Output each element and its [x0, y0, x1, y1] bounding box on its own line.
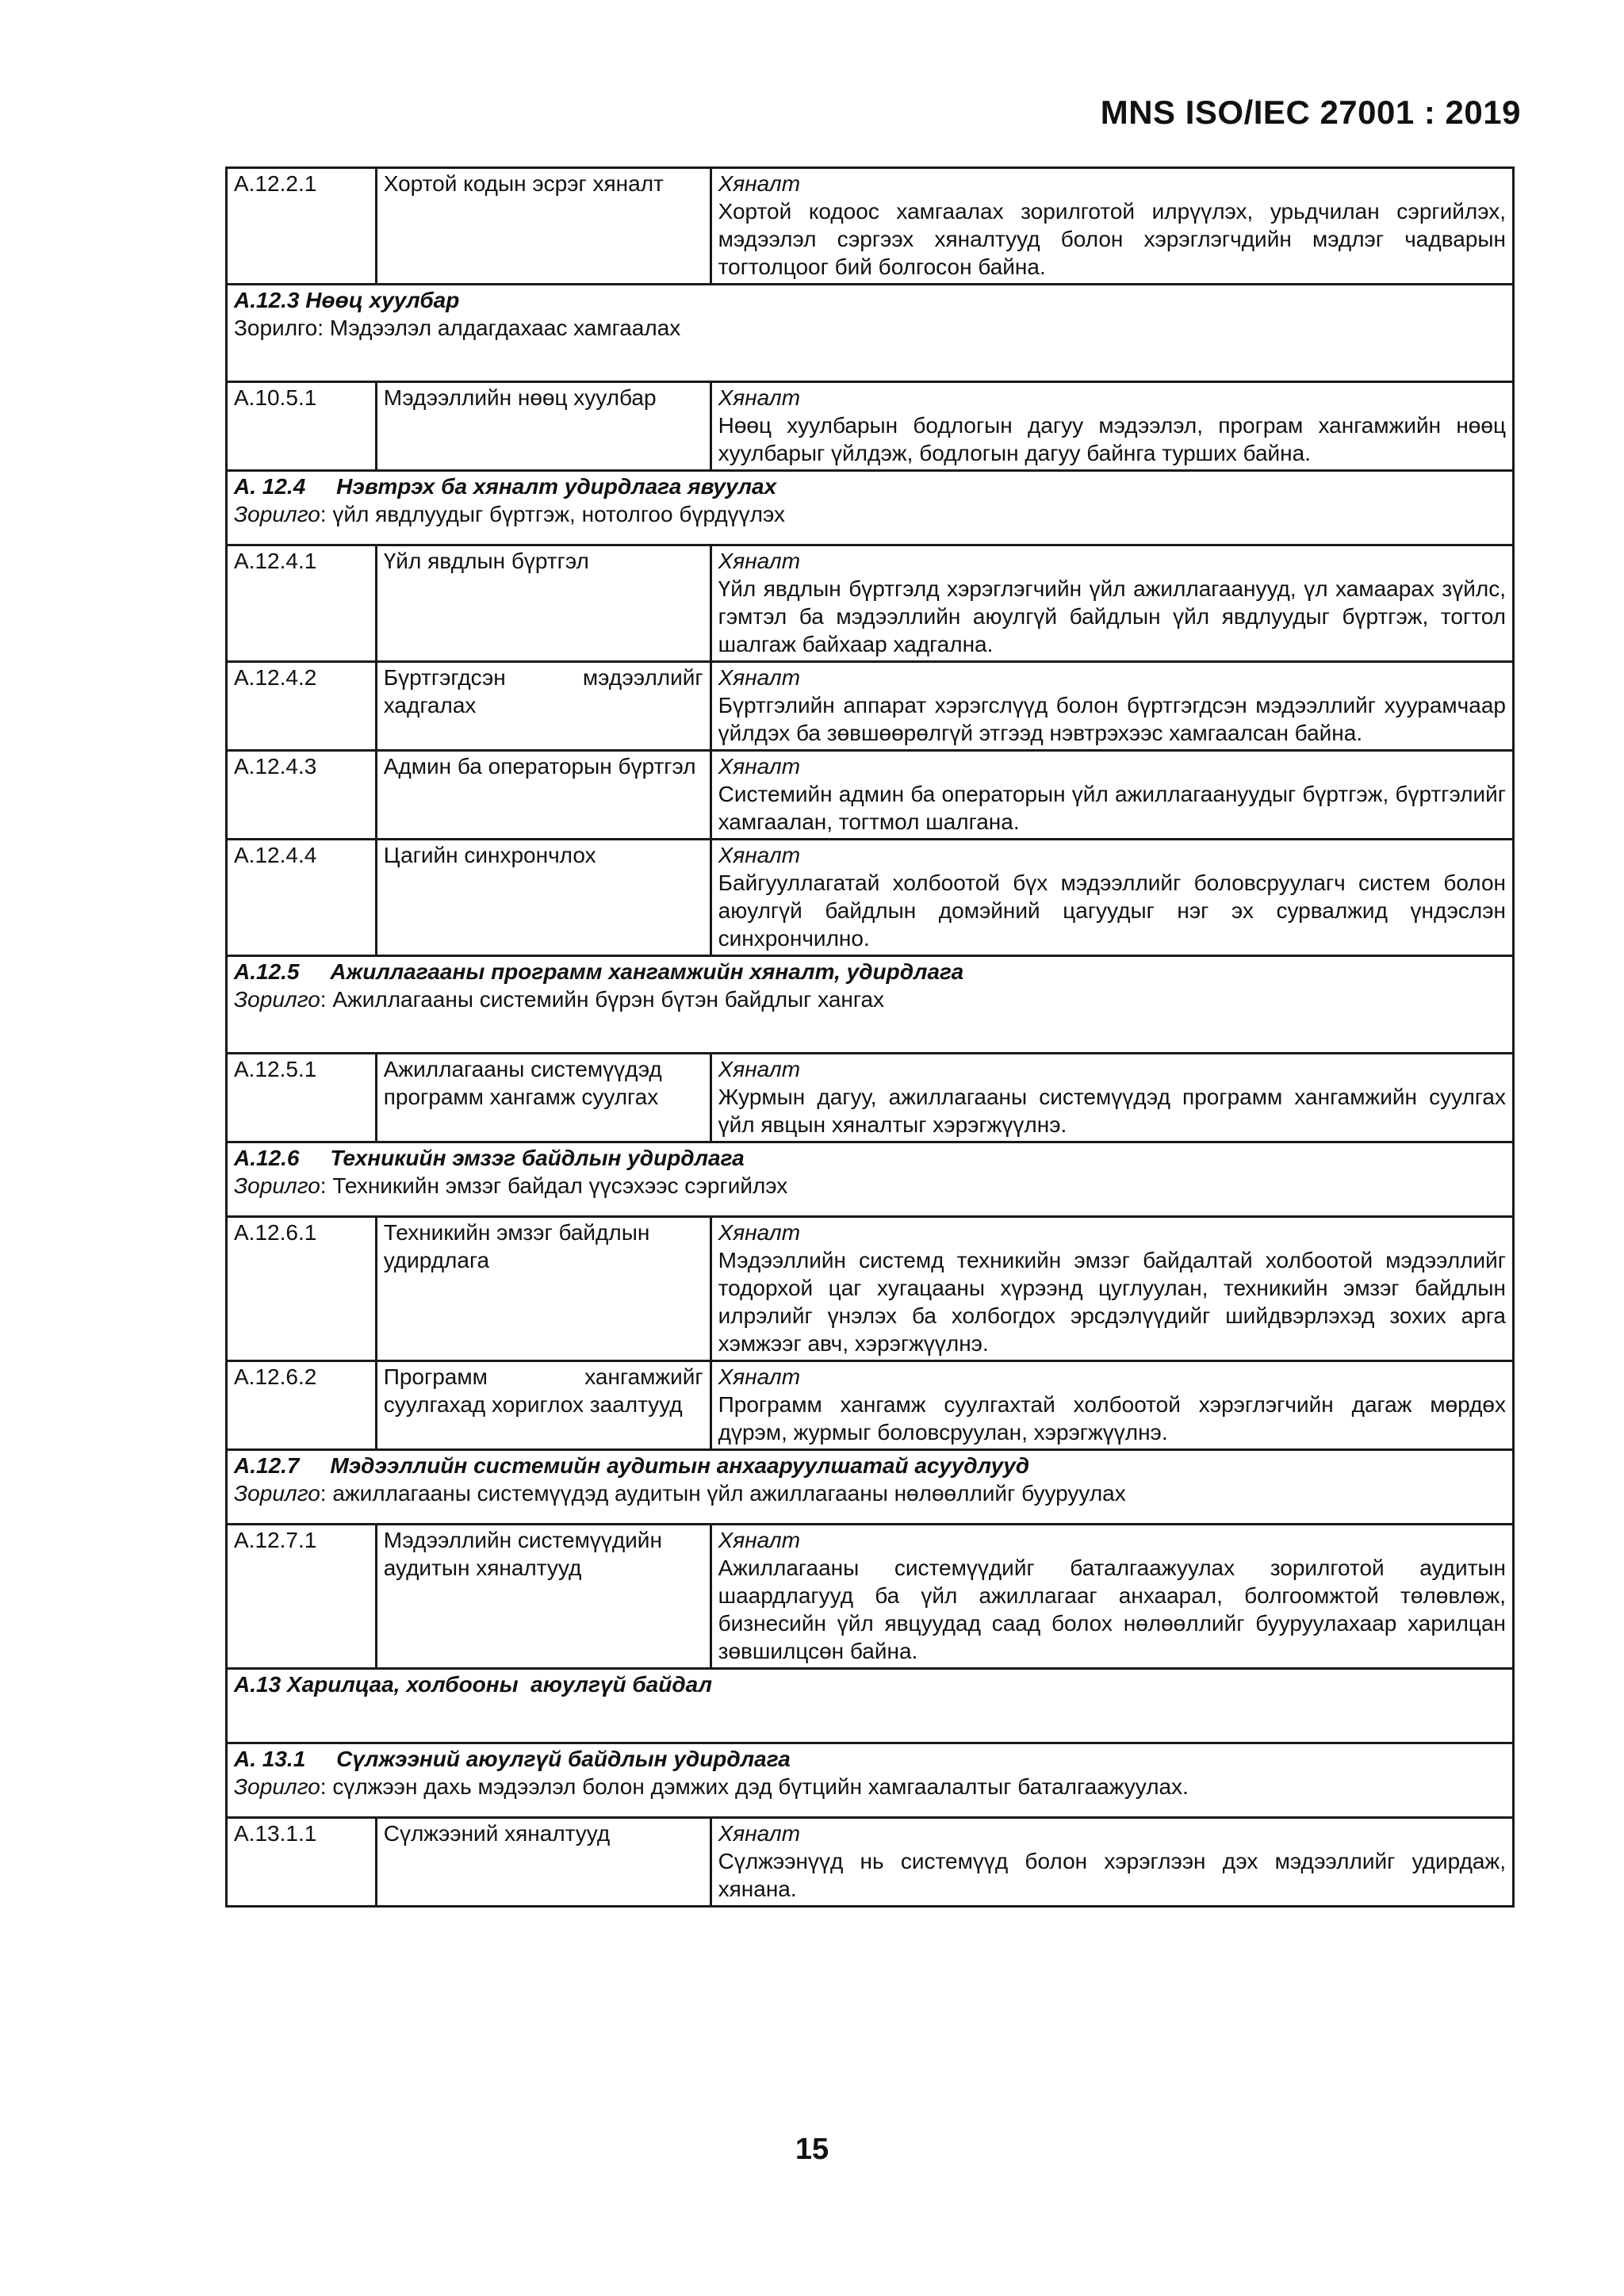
control-id: A.12.2.1 [227, 168, 377, 285]
control-text: Ажиллагааны системүүдийг баталгаажуулах зорилготой аудитын шаардлагууд ба үйл ажиллагааг анхаарал, болгоомжтой төлөвлөж, бизнесийн үйл явцуудад саад болох нөлөөллийг бууруулахаар харилцан зөвшилцсөн байна. [718, 1556, 1506, 1663]
control-row-a-12-5-1 [227, 1054, 1514, 1142]
control-id: A.12.4.3 [227, 751, 377, 840]
control-label: Хяналт [718, 1821, 801, 1846]
control-description [710, 382, 1513, 471]
objective-text: : сүлжээн дахь мэдээлэл болон дэмжих дэд бүтцийн хамгаалалтыг баталгаажуулах. [320, 1774, 1189, 1799]
control-id: A.12.6.1 [227, 1217, 377, 1361]
section-heading: A.12.6 Техникийн эмзэг байдлын удирдлага [234, 1146, 745, 1170]
control-row-a-12-6-1 [227, 1217, 1514, 1361]
control-text: Мэдээллийн системд техникийн эмзэг байдалтай холбоотой мэдээллийг тодорхой цаг хугацааны хүрээнд цуглуулан, техникийн эмзэг байдлын илрэлийг үнэлэх ба холбогдох эрсдэлүүдийг шийдвэрлэхэд зохих арга хэмжээг авч, хэрэгжүүлнэ. [718, 1248, 1506, 1356]
section-row-a-12-4 [227, 471, 1514, 545]
control-row-a-10-5-1 [227, 382, 1514, 471]
control-title: Хортой кодын эсрэг хяналт [376, 168, 710, 285]
control-label: Хяналт [718, 1057, 801, 1081]
standard-header: MNS ISO/IEC 27001 : 2019 [1100, 94, 1521, 131]
section-cell [227, 956, 1514, 1054]
control-row-a-12-7-1 [227, 1525, 1514, 1669]
control-description [710, 1818, 1513, 1907]
control-title: Бүртгэгдсэн мэдээллийг хадгалах [376, 662, 710, 751]
section-row-a-12-6 [227, 1142, 1514, 1217]
section-row-a-12-5 [227, 956, 1514, 1054]
section-row-a-13-1 [227, 1743, 1514, 1818]
control-row-a-12-4-4 [227, 840, 1514, 956]
objective-text: : үйл явдлуудыг бүртгэж, нотолгоо бүрдүүлэх [320, 502, 785, 526]
control-row-a-12-4-2 [227, 662, 1514, 751]
section-cell [227, 285, 1514, 382]
control-label: Хяналт [718, 385, 801, 410]
control-label: Хяналт [718, 754, 801, 779]
control-id: A.12.6.2 [227, 1361, 377, 1450]
control-row-a-12-6-2 [227, 1361, 1514, 1450]
control-title: Программ хангамжийг суулгахад хориглох заалтууд [376, 1361, 710, 1450]
control-title: Үйл явдлын бүртгэл [376, 545, 710, 662]
control-title: Ажиллагааны системүүдэд программ хангамж суулгах [376, 1054, 710, 1142]
control-text: Байгууллагатай холбоотой бүх мэдээллийг боловсруулагч систем болон аюулгүй байдлын домэйний цагуудыг нэг эх сурвалжид үндэслэн синхрончилно. [718, 871, 1506, 951]
control-text: Сүлжээнүүд нь системүүд болон хэрэглээн дэх мэдээллийг удирдаж, хянана. [718, 1849, 1506, 1901]
control-title: Админ ба операторын бүртгэл [376, 751, 710, 840]
section-row-a-12-3 [227, 285, 1514, 382]
objective-label: Зорилго [234, 1774, 320, 1799]
control-label: Хяналт [718, 1220, 801, 1245]
control-label: Хяналт [718, 549, 801, 573]
section-objective [234, 1172, 1506, 1200]
section-heading: A. 13.1 Сүлжээний аюулгүй байдлын удирдлага [234, 1747, 791, 1771]
control-id: A.12.4.2 [227, 662, 377, 751]
control-description [710, 751, 1513, 840]
control-text: Үйл явдлын бүртгэлд хэрэглэгчийн үйл ажиллагаанууд, үл хамаарах зүйлс, гэмтэл ба мэдээллийн аюулгүй байдлын үйл явдлуудыг бүртгэж, тогтол шалгаж байхаар хадгална. [718, 576, 1506, 656]
section-heading: A.13 Харилцаа, холбооны аюулгүй байдал [234, 1672, 712, 1697]
control-description [710, 1525, 1513, 1669]
control-row-a-12-4-1 [227, 545, 1514, 662]
control-id: A.12.4.4 [227, 840, 377, 956]
section-cell [227, 1142, 1514, 1217]
section-row-a-13 [227, 1669, 1514, 1743]
controls-table [225, 166, 1515, 1908]
objective-text: : Техникийн эмзэг байдал үүсэхээс сэргийлэх [320, 1173, 788, 1198]
control-id: A.12.7.1 [227, 1525, 377, 1669]
objective-text: Мэдээлэл алдагдахаас хамгаалах [323, 316, 681, 340]
control-description [710, 1361, 1513, 1450]
section-cell [227, 1743, 1514, 1818]
control-text: Хортой кодоос хамгаалах зорилготой илрүүлэх, урьдчилан сэргийлэх, мэдээлэл сэргээх хяналтууд болон хэрэглэгчдийн мэдлэг чадварын тогтолцоог бий болгосон байна. [718, 199, 1506, 279]
objective-label: Зорилго: [234, 316, 324, 340]
control-title: Техникийн эмзэг байдлын удирдлага [376, 1217, 710, 1361]
control-title: Мэдээллийн системүүдийн аудитын хяналтууд [376, 1525, 710, 1669]
control-row-a-12-4-3 [227, 751, 1514, 840]
objective-label: Зорилго [234, 502, 320, 526]
control-id: A.13.1.1 [227, 1818, 377, 1907]
control-text: Нөөц хуулбарын бодлогын дагуу мэдээлэл, програм хангамжийн нөөц хуулбарыг үйлдэж, бодлогын дагуу байнга турших байна. [718, 413, 1506, 465]
section-cell [227, 471, 1514, 545]
control-description [710, 1217, 1513, 1361]
section-cell [227, 1450, 1514, 1525]
page-number: 15 [795, 2133, 829, 2166]
section-heading: A. 12.4 Нэвтрэх ба хяналт удирдлага явуулах [234, 474, 777, 499]
control-title: Сүлжээний хяналтууд [376, 1818, 710, 1907]
control-label: Хяналт [718, 1364, 801, 1389]
control-title: Цагийн синхрончлох [376, 840, 710, 956]
section-objective [234, 314, 1506, 342]
objective-text: : Ажиллагааны системийн бүрэн бүтэн байдлыг хангах [320, 987, 885, 1012]
section-row-a-12-7 [227, 1450, 1514, 1525]
objective-text: : ажиллагааны системүүдэд аудитын үйл ажиллагааны нөлөөллийг бууруулах [320, 1481, 1126, 1506]
control-id: A.12.4.1 [227, 545, 377, 662]
control-label: Хяналт [718, 171, 801, 196]
control-description [710, 840, 1513, 956]
control-description [710, 662, 1513, 751]
section-objective [234, 500, 1506, 528]
control-description [710, 168, 1513, 285]
section-objective [234, 1479, 1506, 1507]
control-row-a-12-2-1 [227, 168, 1514, 285]
objective-label: Зорилго [234, 987, 320, 1012]
objective-label: Зорилго [234, 1481, 320, 1506]
control-id: A.12.5.1 [227, 1054, 377, 1142]
section-objective [234, 985, 1506, 1013]
section-cell [227, 1669, 1514, 1743]
control-row-a-13-1-1 [227, 1818, 1514, 1907]
control-title: Мэдээллийн нөөц хуулбар [376, 382, 710, 471]
control-label: Хяналт [718, 843, 801, 867]
control-text: Программ хангамж суулгахтай холбоотой хэрэглэгчийн дагаж мөрдөх дүрэм, журмыг боловсруулан, хэрэгжүүлнэ. [718, 1392, 1506, 1445]
section-heading: A.12.5 Ажиллагааны программ хангамжийн хяналт, удирдлага [234, 959, 964, 984]
control-text: Журмын дагуу, ажиллагааны системүүдэд программ хангамжийн суулгах үйл явцын хяналтыг хэрэгжүүлнэ. [718, 1085, 1506, 1137]
control-description [710, 545, 1513, 662]
section-heading: A.12.7 Мэдээллийн системийн аудитын анхааруулшатай асуудлууд [234, 1453, 1030, 1478]
control-id: A.10.5.1 [227, 382, 377, 471]
control-label: Хяналт [718, 665, 801, 690]
objective-label: Зорилго [234, 1173, 320, 1198]
control-text: Системийн админ ба операторын үйл ажиллагаануудыг бүртгэж, бүртгэлийг хамгаалан, тогтмол шалгана. [718, 782, 1506, 834]
section-objective [234, 1773, 1506, 1800]
control-label: Хяналт [718, 1528, 801, 1552]
control-text: Бүртгэлийн аппарат хэрэгслүүд болон бүртгэгдсэн мэдээллийг хуурамчаар үйлдэх ба зөвшөөрөлгүй этгээд нэвтрэхээс хамгаалсан байна. [718, 693, 1506, 745]
section-heading: A.12.3 Нөөц хуулбар [234, 288, 460, 312]
control-description [710, 1054, 1513, 1142]
